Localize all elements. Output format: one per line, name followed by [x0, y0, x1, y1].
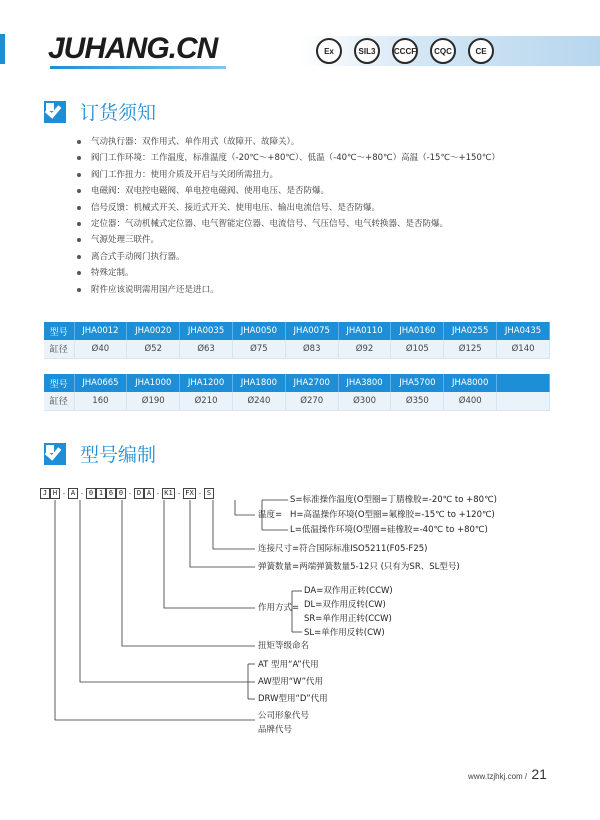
list-item: 离合式手动阀门执行器。	[77, 249, 500, 265]
model-cell: JHA0075	[285, 322, 338, 340]
page-number: 21	[531, 766, 547, 782]
bore-cell: Ø52	[127, 340, 180, 358]
code-box: 0	[116, 488, 126, 499]
torque-grade-text: 扭矩等级命名	[258, 641, 310, 651]
model-cell: JHA1800	[232, 374, 285, 392]
bore-cell: Ø270	[285, 392, 338, 410]
code-separator: -	[197, 489, 203, 498]
ce-cert-icon: CE	[468, 38, 494, 64]
bore-cell: Ø63	[180, 340, 233, 358]
code-separator: -	[127, 489, 133, 498]
table-row-label: 缸径	[44, 340, 74, 358]
bore-cell: Ø190	[127, 392, 180, 410]
list-item: 附件应该说明需用国产还是进口。	[77, 282, 500, 298]
brand-logo: JUHANG.CN	[48, 32, 218, 65]
type-aw-text: AW型用“W”代用	[258, 677, 323, 687]
table-header-label: 型号	[44, 374, 74, 392]
list-item: 气源处理三联件。	[77, 232, 500, 248]
list-item: 定位器：气动机械式定位器、电气智能定位器、电流信号、气压信号、电气转换器、是否防爆。	[77, 216, 500, 232]
footer-url: www.tzjhkj.com	[468, 772, 523, 781]
model-cell: JHA8000	[444, 374, 497, 392]
section-ordering-title: 订货须知	[80, 102, 157, 124]
bore-cell: Ø240	[232, 392, 285, 410]
table-row-label: 缸径	[44, 392, 74, 410]
code-box: H	[50, 488, 60, 499]
code-box: A	[144, 488, 154, 499]
bore-cell: Ø40	[74, 340, 127, 358]
bore-cell: Ø125	[444, 340, 497, 358]
model-cell: JHA1200	[180, 374, 233, 392]
bore-cell: Ø83	[285, 340, 338, 358]
model-cell: JHA2700	[285, 374, 338, 392]
list-item: 气动执行器：双作用式、单作用式（故障开、故障关）。	[77, 134, 500, 150]
bore-cell: Ø140	[497, 340, 550, 358]
action-label: 作用方式=	[258, 603, 300, 613]
connection-size-text: 连接尺寸=符合国际标准ISO5211(F05-F25)	[258, 544, 428, 554]
code-separator: -	[61, 489, 67, 498]
action-sl-text: SL=单作用反转(CW)	[304, 628, 385, 638]
temp-standard-text: S=标准操作温度(O型圈=丁腈橡胶=-20℃ to +80℃)	[290, 495, 497, 505]
list-item: 特殊定制。	[77, 265, 500, 281]
code-box: S	[204, 488, 214, 499]
sil3-cert-icon: SIL3	[354, 38, 380, 64]
bore-cell: Ø300	[338, 392, 391, 410]
fire-cert-icon: CCCF	[392, 38, 418, 64]
temp-low-text: L=低温操作环境(O型圈=硅橡胶=-40℃ to +80℃)	[290, 525, 488, 535]
temp-high-text: H=高温操作环境(O型圈=氟橡胶=-15℃ to +120℃)	[290, 510, 495, 520]
cqc-cert-icon: CQC	[430, 38, 456, 64]
code-box: J	[40, 488, 50, 499]
list-item: 信号反馈：机械式开关、接近式开关、使用电压、输出电流信号、是否防爆。	[77, 200, 500, 216]
bore-cell: Ø75	[232, 340, 285, 358]
model-cell: JHA0255	[444, 322, 497, 340]
model-cell: JHA0160	[391, 322, 444, 340]
code-separator: -	[155, 489, 161, 498]
model-cell: JHA0110	[338, 322, 391, 340]
bore-cell: Ø400	[444, 392, 497, 410]
model-cell: JHA0665	[74, 374, 127, 392]
brand-code-text: 品牌代号	[258, 725, 293, 735]
bore-cell: Ø350	[391, 392, 444, 410]
bore-cell: Ø210	[180, 392, 233, 410]
table-header-label: 型号	[44, 322, 74, 340]
spring-count-text: 弹簧数量=两端弹簧数量5-12只 (只有为SR、SL型号)	[258, 562, 460, 572]
page-footer: www.tzjhkj.com / 21	[468, 766, 547, 782]
model-cell: JHA0020	[127, 322, 180, 340]
bore-cell: Ø92	[338, 340, 391, 358]
action-dl-text: DL=双作用反转(CW)	[304, 600, 386, 610]
model-cell: JHA3800	[338, 374, 391, 392]
code-separator: -	[176, 489, 182, 498]
action-sr-text: SR=单作用正转(CCW)	[304, 614, 392, 624]
code-box: FX	[183, 488, 196, 499]
list-item: 阀门工作环境：工作温度，标准温度（-20℃～+80℃）、低温（-40℃～+80℃）高温（-15℃～+150℃）	[77, 150, 500, 166]
code-box: 0	[86, 488, 96, 499]
code-separator: -	[79, 489, 85, 498]
bore-cell: 160	[74, 392, 127, 410]
action-da-text: DA=双作用正转(CCW)	[304, 586, 393, 596]
model-cell: JHA0435	[497, 322, 550, 340]
temp-label: 温度=	[258, 510, 283, 520]
code-box: A	[68, 488, 78, 499]
model-cell: JHA1000	[127, 374, 180, 392]
code-box: D	[134, 488, 144, 499]
model-cell: JHA0012	[74, 322, 127, 340]
code-box: 6	[106, 488, 116, 499]
code-box: 1	[96, 488, 106, 499]
section-model-code-title: 型号编制	[80, 444, 157, 466]
list-item: 电磁阀：双电控电磁阀、单电控电磁阀、使用电压、是否防爆。	[77, 183, 500, 199]
ex-cert-icon: Ex	[316, 38, 342, 64]
model-cell: JHA0050	[232, 322, 285, 340]
bore-cell: Ø105	[391, 340, 444, 358]
model-cell: JHA0035	[180, 322, 233, 340]
model-cell: JHA5700	[391, 374, 444, 392]
type-drw-text: DRW型用“D”代用	[258, 694, 328, 704]
type-at-text: AT 型用“A”代用	[258, 660, 319, 670]
code-box: K1	[162, 488, 175, 499]
company-code-text: 公司形象代号	[258, 711, 310, 721]
list-item: 阀门工作扭力：使用介质及开启与关闭所需扭力。	[77, 167, 500, 183]
